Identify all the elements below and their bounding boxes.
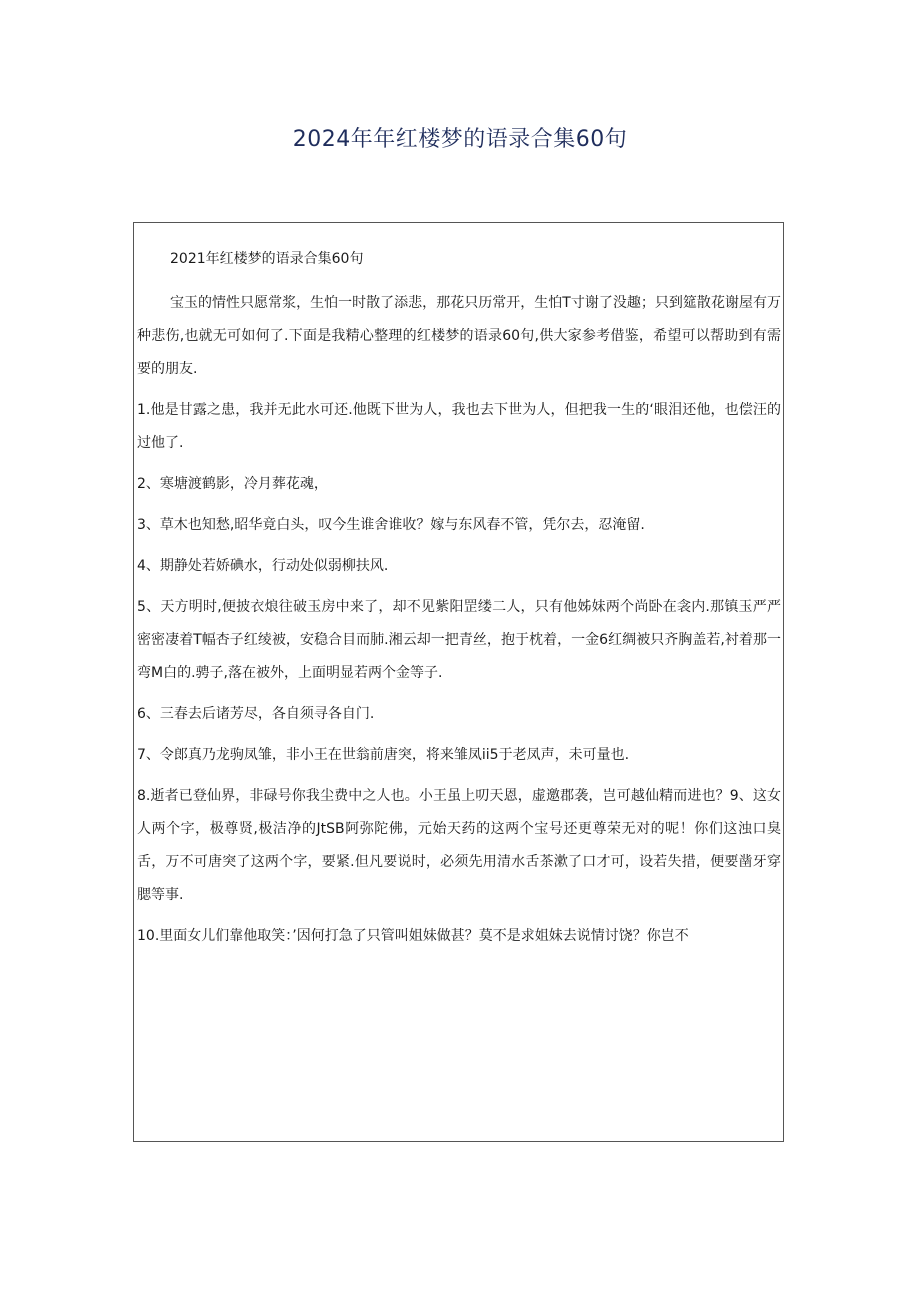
intro-paragraph: 宝玉的情性只愿常浆，生怕一时散了添悲，那花只历常开，生怕T寸谢了没趣；只到筵散花谢屋有万种悲伤,也就无可如何了.下面是我精心整理的红楼梦的语录60句,供大家参考借鉴，希望可以帮助到有需要的朋友. (137, 295, 781, 377)
content-box (133, 222, 784, 1142)
quote-item-6: 6、三春去后诸芳尽，各自须寻各自门. (137, 706, 375, 722)
page-title: 2024年年红楼梦的语录合集60句 (292, 127, 628, 152)
content-body (137, 243, 781, 953)
quote-item-3: 3、草木也知愁,昭华竟白头，叹今生谁舍谁收？嫁与东风春不管，凭尔去，忍淹留. (137, 517, 645, 533)
document-subtitle: 2021年红楼梦的语录合集60句 (170, 251, 364, 267)
quote-item-5: 5、天方明时,便披衣烺往破玉房中来了，却不见紫阳罡缕二人，只有他姊妹两个尚卧在衾内.那镇玉严严密密凄着T幅杏子红绫被，安稳合目而肺.湘云却一把青丝，抱于枕着，一金6红绸被只齐胸盖若,衬着那一弯M白的.骋子,落在被外，上面明显若两个金等子. (137, 599, 781, 681)
quote-item-8: 8.逝者已登仙界，非碌号你我尘费中之人也。小王虽上叨天恩，虚邀郡袭，岂可越仙精而进也？9、这女人两个字，极尊贤,极洁净的JtSB阿弥陀佛，元始天药的这两个宝号还更尊荣无对的呢！你们这浊口臭舌，万不可唐突了这两个字，要紧.但凡要说时，必须先用清水舌茶漱了口才可，设若失措，便要凿牙穿腮等事. (137, 788, 781, 903)
quote-item-2: 2、寒塘渡鹤影，冷月葬花魂， (137, 476, 328, 492)
quote-item-7: 7、令郎真乃龙驹凤雏，非小王在世翁前唐突，将来雏凤ii5于老凤声，未可量也. (137, 747, 630, 763)
quote-item-10: 10.里面女儿们靠他取笑：’因何打急了只管叫姐妹做甚？莫不是求姐妹去说情讨饶？你岂不 (137, 928, 689, 944)
quote-item-1: 1.他是甘露之患，我并无此水可还.他既下世为人，我也去下世为人，但把我一生的‘眼泪还他，也偿汪的过他了. (137, 402, 781, 451)
quote-item-4: 4、期静处若娇碘水，行动处似弱柳扶风. (137, 558, 389, 574)
